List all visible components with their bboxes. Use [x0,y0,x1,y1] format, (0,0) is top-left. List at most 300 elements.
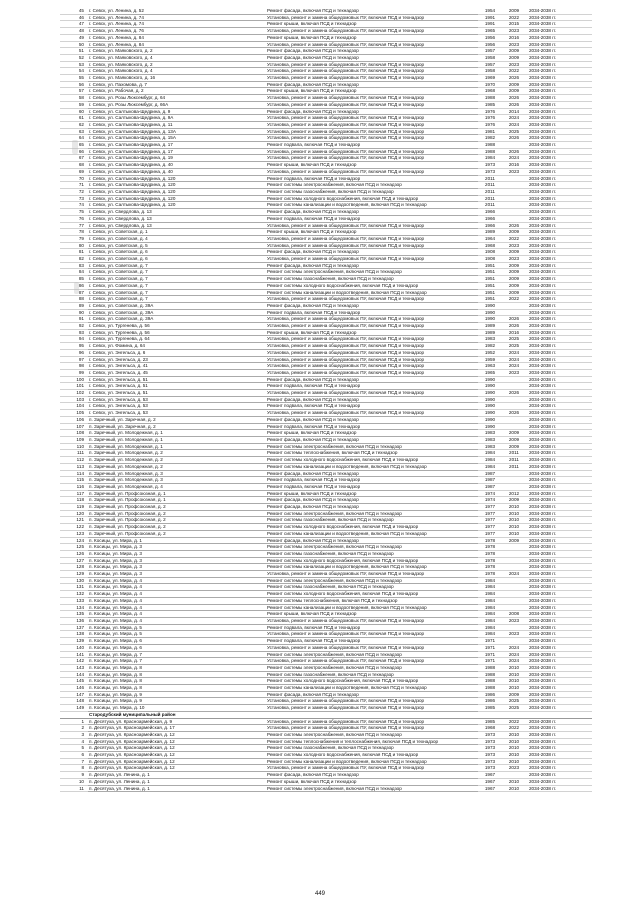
work-type-cell: Ремонт системы электроснабжения, включая ПСД и технадзор [266,577,478,584]
address-cell: п. Косицы, ул. Мира, д. 4 [88,617,266,624]
planned-period-cell: 2034-2038 гг. [526,530,592,537]
build-year-cell: 1968 [478,725,502,732]
planned-period-cell: 2034-2038 гг. [526,329,592,336]
row-number: 51 [60,48,88,55]
build-year-cell: 1990 [478,423,502,430]
work-type-cell: Ремонт крыши, включая ПСД и технадзор [266,778,478,785]
last-repair-year-cell: 2010 [502,517,526,524]
work-type-cell: Ремонт системы канализации и водоотведения, включая ПСД и технадзор [266,564,478,571]
address-cell: п. Десятуха, ул. Красноармейская, д. 12 [88,758,266,765]
work-type-cell: Установка, ремонт и замена общедомовых ПУ, включая ПСД и технадзор [266,725,478,732]
table-row [60,202,592,209]
work-type-cell: Ремонт системы холодного водоснабжения, включая ПСД и технадзор [266,282,478,289]
work-type-cell: Ремонт системы электроснабжения, включая ПСД и технадзор [266,443,478,450]
work-type-cell: Установка, ремонт и замена общедомовых ПУ, включая ПСД и технадзор [266,61,478,68]
row-number: 83 [60,262,88,269]
row-number: 67 [60,155,88,162]
build-year-cell: 1974 [478,490,502,497]
address-cell: п. Десятуха, ул. Ленина, д. 1 [88,778,266,785]
address-cell: г. Севск, ул. Советская, д. 6 [88,249,266,256]
address-cell: п. Заречный, ул. Молодежная, д. 3 [88,477,266,484]
table-row [60,584,592,591]
table-body [60,8,592,792]
build-year-cell: 1984 [478,463,502,470]
build-year-cell: 1973 [478,752,502,759]
last-repair-year-cell: 2025 [502,128,526,135]
build-year-cell: 1981 [478,128,502,135]
table-row [60,128,592,135]
table-row [60,302,592,309]
row-number: 106 [60,416,88,423]
work-type-cell: Ремонт фасада, включая ПСД и технадзор [266,81,478,88]
address-cell: г. Севск, ул. Салтыкова-Щедрина, д. 120 [88,182,266,189]
row-number: 9 [60,772,88,779]
planned-period-cell: 2034-2038 гг. [526,68,592,75]
work-type-cell: Ремонт фасада, включая ПСД и технадзор [266,437,478,444]
row-number: 82 [60,256,88,263]
build-year-cell: 1984 [478,631,502,638]
planned-period-cell: 2034-2038 гг. [526,202,592,209]
last-repair-year-cell: 2010 [502,738,526,745]
address-cell: г. Севск, ул. Розы Люксембург, д. 66А [88,101,266,108]
planned-period-cell: 2034-2038 гг. [526,21,592,28]
planned-period-cell: 2034-2038 гг. [526,369,592,376]
address-cell: г. Севск, ул. Советская, д. 1 [88,229,266,236]
address-cell: п. Десятуха, ул. Красноармейская, д. 12 [88,765,266,772]
work-type-cell: Ремонт крыши, включая ПСД и технадзор [266,88,478,95]
address-cell: п. Косицы, ул. Мира, д. 4 [88,577,266,584]
address-cell: г. Севск, ул. Советская, д. 39А [88,316,266,323]
planned-period-cell: 2034-2038 гг. [526,497,592,504]
address-cell: п. Десятуха, ул. Ленина, д. 1 [88,785,266,792]
planned-period-cell: 2034-2038 гг. [526,705,592,712]
table-row [60,557,592,564]
planned-period-cell: 2034-2038 гг. [526,537,592,544]
row-number: 121 [60,517,88,524]
scan-artifact [74,282,79,294]
address-cell: п. Косицы, ул. Мира, д. 8 [88,685,266,692]
last-repair-year-cell [502,142,526,149]
table-row [60,778,592,785]
work-type-cell: Ремонт подвала, включая ПСД и технадзор [266,309,478,316]
row-number: 77 [60,222,88,229]
row-number: 136 [60,617,88,624]
table-row [60,41,592,48]
work-type-cell: Ремонт фасада, включая ПСД и технадзор [266,772,478,779]
table-row [60,376,592,383]
last-repair-year-cell: 2009 [502,81,526,88]
table-row [60,571,592,578]
last-repair-year-cell [502,477,526,484]
planned-period-cell: 2034-2038 гг. [526,664,592,671]
address-cell: п. Косицы, ул. Мира, д. 5 [88,624,266,631]
build-year-cell: 1990 [478,416,502,423]
address-cell: г. Севск, ул. Салтыкова-Щедрина, д. 15А [88,135,266,142]
row-number: 3 [60,731,88,738]
last-repair-year-cell [502,403,526,410]
row-number: 114 [60,470,88,477]
planned-period-cell: 2034-2038 гг. [526,175,592,182]
table-row [60,443,592,450]
work-type-cell: Установка, ремонт и замена общедомовых ПУ, включая ПСД и технадзор [266,390,478,397]
work-type-cell: Установка, ремонт и замена общедомовых ПУ, включая ПСД и технадзор [266,617,478,624]
work-type-cell: Ремонт системы теплоснабжения, включая ПСД и технадзор [266,450,478,457]
address-cell: п. Косицы, ул. Мира, д. 4 [88,584,266,591]
address-cell: г. Севск, ул. Энгельса, д. 23 [88,356,266,363]
planned-period-cell: 2034-2038 гг. [526,296,592,303]
table-row [60,396,592,403]
work-type-cell: Ремонт системы холодного водоснабжения, включая ПСД и технадзор [266,524,478,531]
address-cell: п. Косицы, ул. Мира, д. 6 [88,638,266,645]
address-cell: г. Севск, ул. Энгельса, д. 51 [88,390,266,397]
planned-period-cell: 2034-2038 гг. [526,617,592,624]
repair-program-table [60,8,592,792]
address-cell: г. Севск, ул. Советская, д. 7 [88,289,266,296]
build-year-cell: 1958 [478,54,502,61]
planned-period-cell: 2034-2038 гг. [526,738,592,745]
table-row [60,383,592,390]
table-row [60,550,592,557]
table-row [60,631,592,638]
last-repair-year-cell [502,772,526,779]
planned-period-cell: 2034-2038 гг. [526,14,592,21]
planned-period-cell: 2034-2038 гг. [526,95,592,102]
address-cell: г. Севск, ул. Энгельса, д. 6 [88,349,266,356]
last-repair-year-cell [502,584,526,591]
address-cell: г. Севск, ул. Советская, д. 39А [88,302,266,309]
build-year-cell: 1973 [478,758,502,765]
last-repair-year-cell: 2010 [502,678,526,685]
build-year-cell: 1973 [478,168,502,175]
build-year-cell: 1968 [478,88,502,95]
row-number: 137 [60,624,88,631]
work-type-cell: Ремонт системы газоснабжения, включая ПСД и технадзор [266,188,478,195]
build-year-cell: 1966 [478,215,502,222]
work-type-cell: Установка, ремонт и замена общедомовых ПУ, включая ПСД и технадзор [266,148,478,155]
row-number: 75 [60,209,88,216]
build-year-cell: 1984 [478,577,502,584]
table-row [60,282,592,289]
build-year-cell: 1985 [478,718,502,725]
build-year-cell: 1990 [478,383,502,390]
last-repair-year-cell: 2025 [502,698,526,705]
row-number: 143 [60,664,88,671]
scan-artifact [72,140,78,154]
table-row [60,195,592,202]
work-type-cell: Ремонт подвала, включая ПСД и технадзор [266,423,478,430]
last-repair-year-cell [502,416,526,423]
work-type-cell: Ремонт подвала, включая ПСД и технадзор [266,624,478,631]
planned-period-cell: 2034-2038 гг. [526,363,592,370]
address-cell: г. Севск, ул. Тургенева, д. 56 [88,329,266,336]
planned-period-cell: 2034-2038 гг. [526,162,592,169]
last-repair-year-cell: 2010 [502,510,526,517]
planned-period-cell: 2034-2038 гг. [526,356,592,363]
row-number: 122 [60,524,88,531]
planned-period-cell: 2034-2038 гг. [526,282,592,289]
row-number: 118 [60,497,88,504]
cell-empty [60,711,88,718]
work-type-cell: Ремонт системы холодного водоснабжения, включая ПСД и технадзор [266,457,478,464]
work-type-cell: Ремонт системы канализации и водоотведения, включая ПСД и технадзор [266,202,478,209]
table-row [60,242,592,249]
planned-period-cell: 2034-2038 гг. [526,638,592,645]
row-number: 132 [60,591,88,598]
last-repair-year-cell: 2009 [502,691,526,698]
planned-period-cell: 2034-2038 гг. [526,557,592,564]
planned-period-cell: 2034-2038 гг. [526,778,592,785]
last-repair-year-cell: 2026 [502,316,526,323]
work-type-cell: Установка, ремонт и замена общедомовых ПУ, включая ПСД и технадзор [266,296,478,303]
row-number: 93 [60,329,88,336]
work-type-cell: Установка, ремонт и замена общедомовых ПУ, включая ПСД и технадзор [266,356,478,363]
row-number: 135 [60,611,88,618]
address-cell: г. Севск, ул. Пахомова, д. 7 [88,81,266,88]
address-cell: п. Десятуха, ул. Красноармейская, д. 12 [88,731,266,738]
work-type-cell: Ремонт системы газоснабжения, включая ПСД и технадзор [266,517,478,524]
table-row [60,651,592,658]
table-row [60,544,592,551]
row-number: 147 [60,691,88,698]
build-year-cell: 1978 [478,564,502,571]
work-type-cell: Ремонт подвала, включая ПСД и технадзор [266,477,478,484]
table-row [60,758,592,765]
last-repair-year-cell: 2026 [502,101,526,108]
address-cell: г. Севск, ул. Советская, д. 7 [88,296,266,303]
work-type-cell: Ремонт подвала, включая ПСД и технадзор [266,483,478,490]
address-cell: г. Севск, ул. Тургенева, д. 56 [88,323,266,330]
work-type-cell: Ремонт фасада, включая ПСД и технадзор [266,470,478,477]
planned-period-cell: 2034-2038 гг. [526,604,592,611]
build-year-cell: 1977 [478,524,502,531]
row-number: 49 [60,34,88,41]
planned-period-cell: 2034-2038 гг. [526,725,592,732]
row-number: 1 [60,718,88,725]
last-repair-year-cell: 2011 [502,450,526,457]
address-cell: п. Заречный, ул. Профсоюзная, д. 2 [88,504,266,511]
table-row [60,363,592,370]
row-number: 108 [60,430,88,437]
last-repair-year-cell: 2026 [502,323,526,330]
address-cell: п. Косицы, ул. Мира, д. 8 [88,678,266,685]
build-year-cell: 1951 [478,289,502,296]
address-cell: г. Севск, ул. Маяковского, д. 2 [88,48,266,55]
address-cell: г. Севск, ул. Маяковского, д. 16 [88,75,266,82]
address-cell: г. Севск, ул. Ленина, д. 74 [88,21,266,28]
table-row [60,162,592,169]
address-cell: г. Севск, ул. Советская, д. 5 [88,242,266,249]
build-year-cell: 1988 [478,95,502,102]
planned-period-cell: 2034-2038 гг. [526,54,592,61]
table-row [60,8,592,14]
row-number: 86 [60,282,88,289]
build-year-cell: 1956 [478,41,502,48]
table-row [60,772,592,779]
work-type-cell: Ремонт системы канализации и водоотведения, включая ПСД и технадзор [266,685,478,692]
last-repair-year-cell: 2010 [502,524,526,531]
table-row [60,235,592,242]
work-type-cell: Ремонт фасада, включая ПСД и технадзор [266,48,478,55]
build-year-cell: 1988 [478,148,502,155]
address-cell: г. Севск, ул. Салтыкова-Щедрина, д. 19 [88,155,266,162]
row-number: 58 [60,95,88,102]
table-row [60,765,592,772]
address-cell: г. Севск, ул. Салтыкова-Щедрина, д. 9А [88,115,266,122]
address-cell: п. Косицы, ул. Мира, д. 3 [88,557,266,564]
row-number: 89 [60,302,88,309]
last-repair-year-cell: 2009 [502,8,526,14]
planned-period-cell: 2034-2038 гг. [526,584,592,591]
planned-period-cell: 2034-2038 гг. [526,262,592,269]
table-row [60,437,592,444]
table-row [60,289,592,296]
work-type-cell: Ремонт системы канализации и водоотведения, включая ПСД и технадзор [266,758,478,765]
build-year-cell: 1976 [478,115,502,122]
address-cell: г. Севск, ул. Ленина, д. 76 [88,28,266,35]
row-number: 61 [60,115,88,122]
planned-period-cell: 2034-2038 гг. [526,269,592,276]
last-repair-year-cell: 2026 [502,95,526,102]
last-repair-year-cell: 2010 [502,778,526,785]
work-type-cell: Ремонт системы холодного водоснабжения, включая ПСД и технадзор [266,195,478,202]
last-repair-year-cell: 2023 [502,631,526,638]
table-row [60,168,592,175]
work-type-cell: Установка, ремонт и замена общедомовых ПУ, включая ПСД и технадзор [266,155,478,162]
row-number: 57 [60,88,88,95]
row-number: 125 [60,544,88,551]
planned-period-cell: 2034-2038 гг. [526,376,592,383]
work-type-cell: Ремонт крыши, включая ПСД и технадзор [266,430,478,437]
last-repair-year-cell: 2010 [502,785,526,792]
row-number: 130 [60,577,88,584]
address-cell: п. Косицы, ул. Мира, д. 10 [88,705,266,712]
address-cell: г. Севск, ул. Советская, д. 7 [88,282,266,289]
table-row [60,497,592,504]
build-year-cell: 2011 [478,202,502,209]
last-repair-year-cell: 2009 [502,249,526,256]
work-type-cell: Ремонт подвала, включая ПСД и технадзор [266,175,478,182]
build-year-cell: 1988 [478,671,502,678]
row-number: 87 [60,289,88,296]
work-type-cell: Ремонт фасада, включая ПСД и технадзор [266,504,478,511]
build-year-cell: 1967 [478,772,502,779]
row-number: 127 [60,557,88,564]
planned-period-cell: 2034-2038 гг. [526,276,592,283]
address-cell: п. Косицы, ул. Мира, д. 6 [88,644,266,651]
work-type-cell: Ремонт системы холодного водоснабжения, включая ПСД и технадзор [266,591,478,598]
build-year-cell: 1951 [478,276,502,283]
table-row [60,638,592,645]
row-number: 71 [60,182,88,189]
last-repair-year-cell [502,188,526,195]
row-number: 120 [60,510,88,517]
build-year-cell: 1986 [478,691,502,698]
build-year-cell: 1977 [478,504,502,511]
row-number: 145 [60,678,88,685]
last-repair-year-cell [502,396,526,403]
last-repair-year-cell [502,423,526,430]
build-year-cell: 1963 [478,363,502,370]
address-cell: г. Севск, ул. Советская, д. 6 [88,256,266,263]
last-repair-year-cell: 2009 [502,289,526,296]
work-type-cell: Установка, ремонт и замена общедомовых ПУ, включая ПСД и технадзор [266,316,478,323]
build-year-cell: 1951 [478,282,502,289]
work-type-cell: Ремонт фасада, включая ПСД и технадзор [266,416,478,423]
row-number: 113 [60,463,88,470]
planned-period-cell: 2034-2038 гг. [526,28,592,35]
build-year-cell: 1958 [478,68,502,75]
table-row [60,597,592,604]
build-year-cell: 1990 [478,390,502,397]
table-row [60,309,592,316]
last-repair-year-cell [502,544,526,551]
work-type-cell: Ремонт фасада, включая ПСД и технадзор [266,249,478,256]
work-type-cell: Установка, ремонт и замена общедомовых ПУ, включая ПСД и технадзор [266,644,478,651]
build-year-cell: 1990 [478,376,502,383]
table-row [60,269,592,276]
build-year-cell: 1969 [478,75,502,82]
last-repair-year-cell: 2024 [502,651,526,658]
last-repair-year-cell: 2026 [502,222,526,229]
table-row [60,604,592,611]
planned-period-cell: 2034-2038 гг. [526,691,592,698]
build-year-cell: 1984 [478,450,502,457]
table-row [60,611,592,618]
row-number: 84 [60,269,88,276]
work-type-cell: Ремонт системы электроснабжения, включая ПСД и технадзор [266,510,478,517]
row-number: 45 [60,8,88,14]
last-repair-year-cell: 2009 [502,48,526,55]
build-year-cell: 1951 [478,262,502,269]
work-type-cell: Ремонт подвала, включая ПСД и технадзор [266,383,478,390]
table-row [60,28,592,35]
last-repair-year-cell: 2024 [502,571,526,578]
planned-period-cell: 2034-2038 гг. [526,168,592,175]
planned-period-cell: 2034-2038 гг. [526,752,592,759]
last-repair-year-cell [502,624,526,631]
build-year-cell: 1988 [478,664,502,671]
last-repair-year-cell: 2026 [502,75,526,82]
row-number: 72 [60,188,88,195]
row-number: 105 [60,410,88,417]
work-type-cell: Установка, ремонт и замена общедомовых ПУ, включая ПСД и технадзор [266,101,478,108]
address-cell: г. Севск, ул. Салтыкова-Щедрина, д. 9 [88,108,266,115]
build-year-cell: 1977 [478,530,502,537]
address-cell: г. Севск, ул. Салтыкова-Щедрина, д. 120 [88,175,266,182]
row-number: 140 [60,644,88,651]
work-type-cell: Ремонт подвала, включая ПСД и технадзор [266,403,478,410]
build-year-cell: 2011 [478,182,502,189]
build-year-cell: 1966 [478,209,502,216]
last-repair-year-cell: 2024 [502,155,526,162]
build-year-cell: 1978 [478,571,502,578]
planned-period-cell: 2034-2038 гг. [526,631,592,638]
table-row [60,450,592,457]
table-row [60,61,592,68]
row-number: 144 [60,671,88,678]
build-year-cell: 1973 [478,731,502,738]
address-cell: п. Заречный, ул. Профсоюзная, д. 1 [88,490,266,497]
last-repair-year-cell: 2023 [502,242,526,249]
planned-period-cell: 2034-2038 гг. [526,61,592,68]
table-row [60,483,592,490]
planned-period-cell: 2034-2038 гг. [526,624,592,631]
table-row [60,671,592,678]
planned-period-cell: 2034-2038 гг. [526,390,592,397]
row-number: 8 [60,765,88,772]
planned-period-cell: 2034-2038 гг. [526,477,592,484]
row-number: 78 [60,229,88,236]
